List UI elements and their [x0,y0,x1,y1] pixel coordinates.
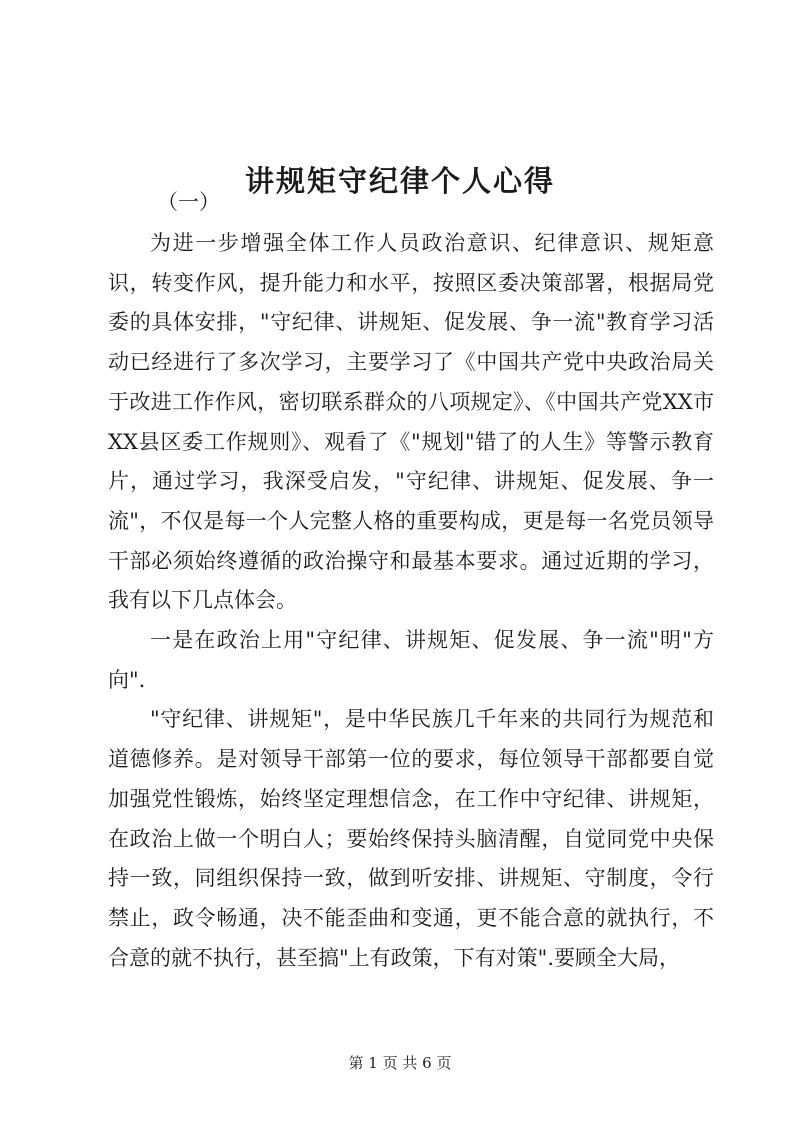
page-footer: 第 1 页 共 6 页 [348,1054,452,1072]
body-text [108,224,714,978]
section-label: （一） [157,190,220,214]
paragraph: "守纪律、讲规矩"，是中华民族几千年来的共同行为规范和道德修养。是对领导干部第一位的要求，每位领导干部都要自觉加强党性锻炼，始终坚定理想信念，在工作中守纪律、讲规矩，在政治上做一个明白人；要始终保持头脑清醒，自觉同党中央保持一致，同组织保持一致，做到听安排、讲规矩、守制度，令行禁止，政令畅通，决不能歪曲和变通，更不能合意的就执行，不合意的就不执行，甚至搞"上有政策，下有对策".要顾全大局， [108,707,714,970]
paragraph: 一是在政治上用"守纪律、讲规矩、促发展、争一流"明"方向". [108,628,714,692]
document-title: 讲规矩守纪律个人心得 [244,164,555,199]
paragraph: 为进一步增强全体工作人员政治意识、纪律意识、规矩意识，转变作风，提升能力和水平，按照区委决策部署，根据局党委的具体安排，"守纪律、讲规矩、促发展、争一流"教育学习活动已经进行了多次学习，主要学习了《中国共产党中央政治局关于改进工作作风，密切联系群众的八项规定》、《中国共产党XX市XX县区委工作规则》、观看了《"规划"错了的人生》等警示教育片，通过学习，我深受启发，"守纪律、讲规矩、促发展、争一流"，不仅是每一个人完整人格的重要构成，更是每一名党员领导干部必须始终遵循的政治操守和最基本要求。通过近期的学习，我有以下几点体会。 [108,231,714,613]
